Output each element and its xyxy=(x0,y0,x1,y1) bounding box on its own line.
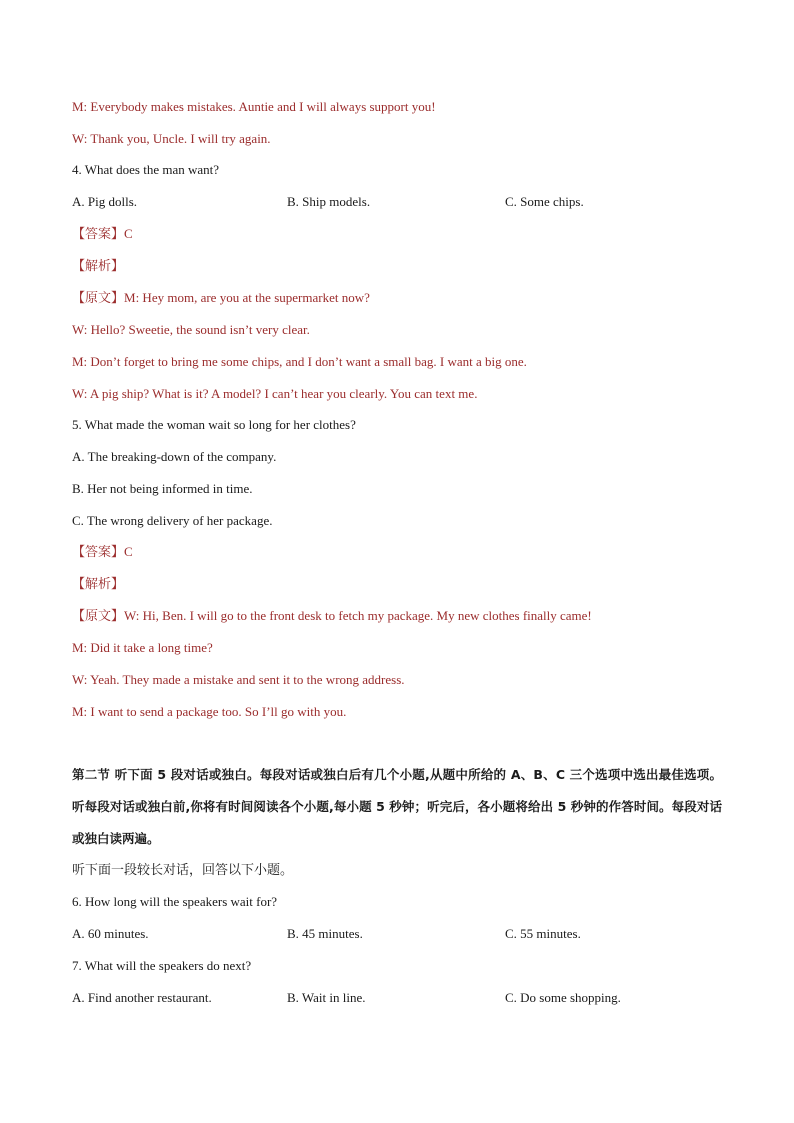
transcript-line: M: I want to send a package too. So I’ll go with you. xyxy=(72,704,347,719)
transcript-line: 【原文】M: Hey mom, are you at the supermarket now? xyxy=(72,290,370,305)
question-5: 5. What made the woman wait so long for her clothes? xyxy=(72,417,356,432)
option-c: C. The wrong delivery of her package. xyxy=(72,513,273,528)
answer-value: C xyxy=(124,544,133,559)
option-c: C. Some chips. xyxy=(505,194,584,209)
question-4: 4. What does the man want? xyxy=(72,162,220,177)
option-c: C. Do some shopping. xyxy=(505,990,621,1005)
option-b: B. 45 minutes. xyxy=(287,926,363,941)
question-7: 7. What will the speakers do next? xyxy=(72,958,252,973)
answer-tag: 【答案】 xyxy=(72,226,125,241)
option-b: B. Ship models. xyxy=(287,194,371,209)
answer-row xyxy=(72,544,133,560)
transcript-line: 【原文】W: Hi, Ben. I will go to the front desk to fetch my package. My new clothes finally came! xyxy=(72,608,592,623)
option-c: C. 55 minutes. xyxy=(505,926,581,941)
question-6: 6. How long will the speakers wait for? xyxy=(72,894,278,909)
source-tag: 【原文】 xyxy=(72,290,125,305)
section-instruction: 第二节 听下面 5 段对话或独白。每段对话或独白后有几个小题,从题中所给的 A、B、C 三个选项中选出最佳选项。听每段对话或独白前,你将有时间阅读各个小题,每小题 5 秒钟；听完后，各小题将给出 5 秒钟的作答时间。每段对话或独白读两遍。 xyxy=(72,767,722,846)
option-b: B. Wait in line. xyxy=(287,990,366,1005)
answer-tag: 【答案】 xyxy=(72,544,125,559)
option-a: A. Find another restaurant. xyxy=(72,990,212,1005)
option-b: B. Her not being informed in time. xyxy=(72,481,253,496)
analysis-tag: 【解析】 xyxy=(72,576,125,591)
transcript-line: M: Did it take a long time? xyxy=(72,640,213,655)
option-a: A. Pig dolls. xyxy=(72,194,138,209)
dialogue-line: W: Thank you, Uncle. I will try again. xyxy=(72,131,271,146)
option-a: A. The breaking-down of the company. xyxy=(72,449,277,464)
transcript-line: W: Hello? Sweetie, the sound isn’t very clear. xyxy=(72,322,310,337)
option-a: A. 60 minutes. xyxy=(72,926,149,941)
analysis-tag: 【解析】 xyxy=(72,258,125,273)
transcript-line: M: Don’t forget to bring me some chips, and I don’t want a small bag. I want a big one. xyxy=(72,354,527,369)
source-tag: 【原文】 xyxy=(72,608,125,623)
section-intro: 听下面一段较长对话，回答以下小题。 xyxy=(72,862,294,877)
transcript-line: W: A pig ship? What is it? A model? I can’t hear you clearly. You can text me. xyxy=(72,386,478,401)
answer-value: C xyxy=(124,226,133,241)
answer-row xyxy=(72,226,133,242)
dialogue-line: M: Everybody makes mistakes. Auntie and I will always support you! xyxy=(72,99,436,114)
transcript-line: W: Yeah. They made a mistake and sent it to the wrong address. xyxy=(72,672,405,687)
